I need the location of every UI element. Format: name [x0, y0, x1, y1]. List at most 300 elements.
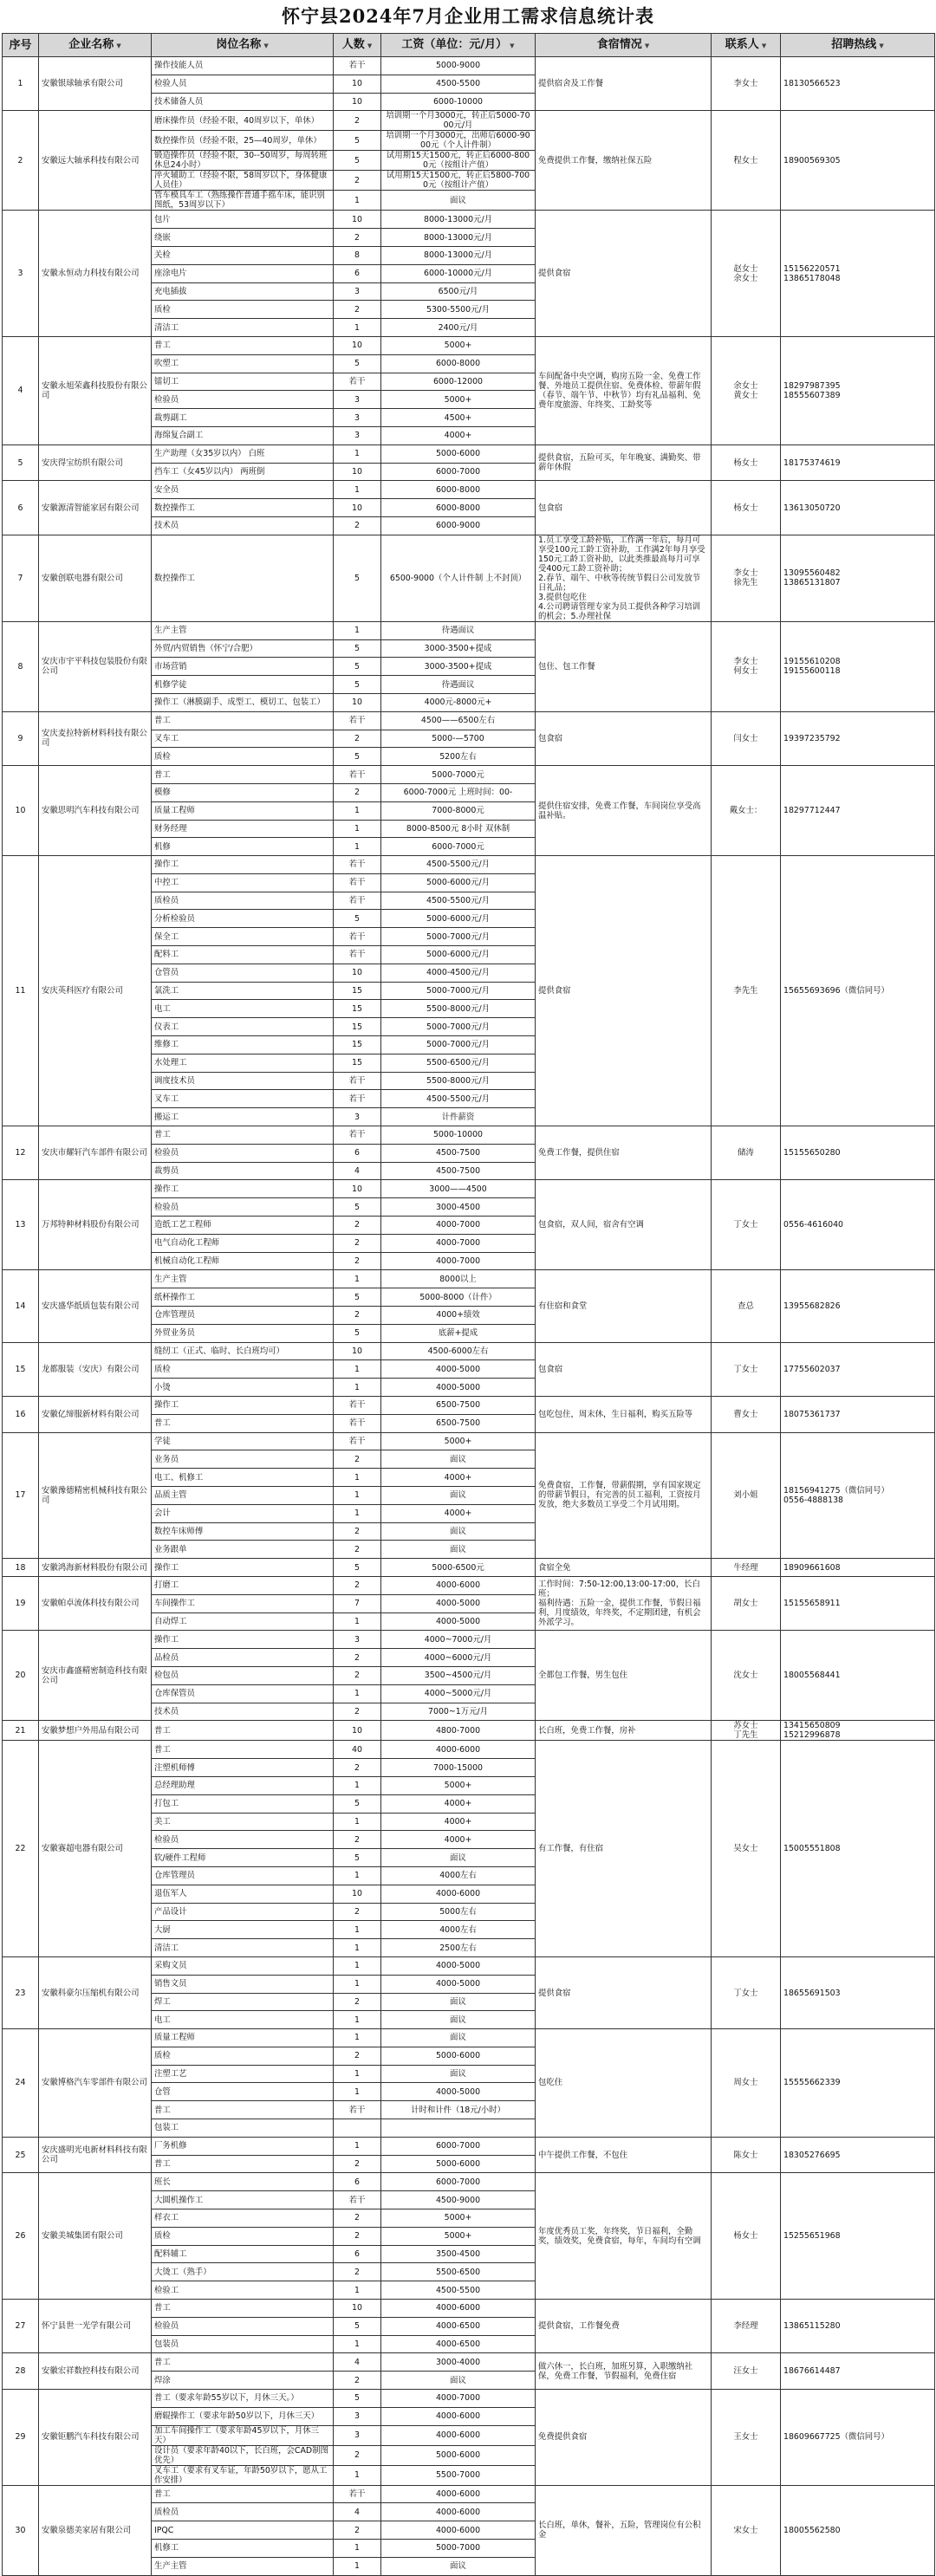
job-salary: 面议: [381, 1541, 536, 1559]
table-row: [3, 1397, 935, 1415]
job-post: 自动焊工: [152, 1612, 334, 1631]
job-salary: 面议: [381, 1486, 536, 1504]
job-salary: 4000左右: [381, 1866, 536, 1885]
job-count: 40: [334, 1741, 381, 1759]
table-row: [3, 1576, 935, 1594]
recruit-phone: 19155610208 19155600118: [781, 621, 935, 711]
job-count: 10: [334, 336, 381, 354]
contact-person: 曹女士: [712, 1397, 781, 1433]
filter-dropdown-icon[interactable]: ▼: [367, 42, 373, 49]
job-post: 普工: [152, 336, 334, 354]
recruitment-table: [2, 33, 935, 2576]
job-count: 15: [334, 1000, 381, 1018]
contact-person: 储涛: [712, 1126, 781, 1180]
job-salary: 5000+: [381, 2227, 536, 2245]
job-salary: 试用期15天1500元，转正后6000-8000元（按组计产值）: [381, 151, 536, 171]
job-count: 3: [334, 391, 381, 409]
job-post: 操作工: [152, 1631, 334, 1649]
job-salary: 4500-6000左右: [381, 1342, 536, 1360]
lodging-info: 长白班，单休，餐补，五险，管理岗位有公积金: [536, 2485, 712, 2575]
job-salary: 4000+: [381, 1469, 536, 1487]
job-salary: 面议: [381, 2557, 536, 2575]
job-count: 10: [334, 1342, 381, 1360]
company-no: 3: [3, 211, 39, 337]
table-row: [3, 1126, 935, 1145]
job-count: 2: [334, 1252, 381, 1270]
job-post: 产品设计: [152, 1903, 334, 1921]
job-post: 叉车工: [152, 730, 334, 748]
job-post: 检验员: [152, 391, 334, 409]
table-row: [3, 336, 935, 354]
job-count: 1: [334, 2083, 381, 2101]
job-post: 质量工程师: [152, 2029, 334, 2047]
job-salary: 5000-6000: [381, 2445, 536, 2465]
job-salary: 5000-7000元/月: [381, 982, 536, 1000]
job-count: 1: [334, 1939, 381, 1957]
job-post: 安全员: [152, 481, 334, 499]
job-post: 氯洗工: [152, 982, 334, 1000]
contact-person: 丁女士: [712, 1956, 781, 2028]
job-salary: 4000~5000元/月: [381, 1684, 536, 1703]
job-salary: 面议: [381, 1993, 536, 2011]
job-salary: 培训期一个月3000元，出师后6000-9000元（个人计件制）: [381, 131, 536, 151]
job-post: 质量工程师: [152, 801, 334, 820]
job-post: 焊工: [152, 1993, 334, 2011]
lodging-info: 免费工作餐，提供住宿: [536, 1126, 712, 1180]
job-salary: 4000+: [381, 1831, 536, 1849]
company-name: 安庆得宝纺织有限公司: [39, 444, 152, 481]
job-salary: 5000-7000元/月: [381, 928, 536, 946]
job-post: 检验工: [152, 2281, 334, 2300]
company-no: 5: [3, 444, 39, 481]
job-salary: 5000-6000元/月: [381, 873, 536, 892]
job-post: 操作工: [152, 856, 334, 874]
lodging-info: 免费提供工作餐，缴纳社保五险: [536, 111, 712, 211]
recruit-phone: 13415650809 15212996878: [781, 1721, 935, 1741]
recruit-phone: 18130566523: [781, 57, 935, 111]
contact-person: 丁女士: [712, 1180, 781, 1270]
company-name: 安徽宏祥数控科技有限公司: [39, 2353, 152, 2390]
job-salary: 底薪+提成: [381, 1324, 536, 1342]
filter-dropdown-icon[interactable]: ▼: [644, 42, 650, 49]
table-row: [3, 2485, 935, 2503]
lodging-info: 免费提供食宿: [536, 2390, 712, 2486]
job-count: 1: [334, 481, 381, 499]
company-name: 安徽梦想户外用品有限公司: [39, 1721, 152, 1741]
job-post: 业务员: [152, 1450, 334, 1469]
job-count: 3: [334, 1631, 381, 1649]
recruit-phone: 15005551808: [781, 1741, 935, 1957]
job-count: 2: [334, 301, 381, 319]
lodging-info: 包住、包工作餐: [536, 621, 712, 711]
job-salary: 面议: [381, 2372, 536, 2390]
job-count: 1: [334, 2137, 381, 2155]
header-no: 序号: [3, 34, 39, 57]
job-post: 技术员: [152, 516, 334, 535]
job-post: 检验员: [152, 1198, 334, 1217]
job-salary: 5000-6000: [381, 2155, 536, 2173]
job-post: 模修: [152, 783, 334, 801]
job-post: 样衣工: [152, 2209, 334, 2228]
job-salary: 4000-6000: [381, 2521, 536, 2540]
job-count: 1: [334, 2011, 381, 2029]
job-salary: 6500-7500: [381, 1414, 536, 1432]
filter-dropdown-icon[interactable]: ▼: [879, 42, 884, 49]
job-count: 3: [334, 282, 381, 301]
job-salary: 4000-6500: [381, 2317, 536, 2335]
filter-dropdown-icon[interactable]: ▼: [116, 42, 121, 49]
lodging-info: 工作时间：7:50-12:00,13:00-17:00，长白班； 福利待遇：五险一金，提供工作餐，节假日福利，月度绩效，年终奖，不定期团建，有机会外派学习。: [536, 1576, 712, 1630]
recruit-phone: 18297712447: [781, 766, 935, 856]
job-post: 普工: [152, 2155, 334, 2173]
job-post: 仓库管理员: [152, 1307, 334, 1325]
job-count: 1: [334, 1504, 381, 1522]
filter-dropdown-icon[interactable]: ▼: [263, 42, 269, 49]
job-salary: 4000-6000: [381, 2425, 536, 2445]
job-post: 电工: [152, 2011, 334, 2029]
job-count: 10: [334, 1721, 381, 1741]
job-count: 7: [334, 1594, 381, 1612]
job-post: 质检: [152, 2047, 334, 2065]
job-post: 包装工: [152, 2119, 334, 2138]
contact-person: 苏女士 丁先生: [712, 1721, 781, 1741]
job-post: 水处理工: [152, 1054, 334, 1072]
contact-person: 闫女士: [712, 711, 781, 765]
job-count: 6: [334, 264, 381, 282]
job-salary: 4500-9000: [381, 2191, 536, 2209]
contact-person: 杨女士: [712, 444, 781, 481]
recruit-phone: 15155658911: [781, 1576, 935, 1630]
job-salary: 3000-4000: [381, 2353, 536, 2372]
job-post: 市场营销: [152, 658, 334, 676]
job-salary: 6000-7000: [381, 2173, 536, 2191]
job-post: 软/硬件工程师: [152, 1849, 334, 1867]
job-count: 1: [334, 1612, 381, 1631]
job-count: 15: [334, 1036, 381, 1054]
job-count: 10: [334, 499, 381, 517]
job-count: 10: [334, 75, 381, 93]
job-post: 分析检验员: [152, 910, 334, 928]
job-count: 2: [334, 1522, 381, 1541]
job-count: 2: [334, 1307, 381, 1325]
job-salary: 4000-7000: [381, 1234, 536, 1252]
job-count: 1: [334, 2281, 381, 2300]
job-salary: 3000-3500+提成: [381, 639, 536, 658]
job-salary: 5000-6000元/月: [381, 910, 536, 928]
job-count: 1: [334, 1776, 381, 1794]
job-salary: 4500-5500元/月: [381, 1090, 536, 1108]
job-post: 仓库保管员: [152, 1684, 334, 1703]
job-post: 技术储备人员: [152, 93, 334, 111]
job-count: 1: [334, 1270, 381, 1288]
job-count: 2: [334, 783, 381, 801]
recruit-phone: 13955682826: [781, 1270, 935, 1342]
header-count: 人数 ▼: [334, 34, 381, 57]
company-no: 30: [3, 2485, 39, 2575]
contact-person: 戴女士：: [712, 766, 781, 856]
contact-person: 李经理: [712, 2300, 781, 2353]
job-count: 6: [334, 2173, 381, 2191]
company-name: 安徽鸿海新材料股份有限公司: [39, 1559, 152, 1577]
job-post: 中控工: [152, 873, 334, 892]
job-post: 普工: [152, 2300, 334, 2318]
table-row: [3, 621, 935, 639]
job-post: 裁剪副工: [152, 409, 334, 427]
lodging-info: 包食宿: [536, 1342, 712, 1396]
sheet-title: 怀宁县2024年7月企业用工需求信息统计表: [281, 5, 655, 27]
job-post: 维修工: [152, 1036, 334, 1054]
recruit-phone: 18297987395 18555607389: [781, 336, 935, 444]
job-post: 质检: [152, 2227, 334, 2245]
job-post: 技术员: [152, 1703, 334, 1721]
table-row: [3, 856, 935, 874]
job-count: 2: [334, 1450, 381, 1469]
job-salary: 4000-5000: [381, 1975, 536, 1993]
job-count: 若干: [334, 873, 381, 892]
job-post: 叉车工（要求有叉车证，年龄50岁以下，愿从工作安排）: [152, 2465, 334, 2485]
job-count: 8: [334, 246, 381, 264]
table-row: [3, 2353, 935, 2372]
company-no: 23: [3, 1956, 39, 2028]
job-salary: 8000以上: [381, 1270, 536, 1288]
job-count: 5: [334, 2390, 381, 2408]
lodging-info: 包食宿: [536, 711, 712, 765]
job-post: 车间操作工: [152, 1594, 334, 1612]
job-count: 若干: [334, 1397, 381, 1415]
job-salary: 8000-13000元/月: [381, 229, 536, 247]
table-row: [3, 1721, 935, 1741]
job-salary: 5000-7000: [381, 2540, 536, 2558]
table-row: [3, 2173, 935, 2191]
job-post: 质检: [152, 1360, 334, 1379]
company-no: 4: [3, 336, 39, 444]
job-post: 检验人员: [152, 75, 334, 93]
job-salary: 4000-6000: [381, 2503, 536, 2521]
job-salary: 6000-12000: [381, 373, 536, 391]
job-count: 若干: [334, 711, 381, 730]
company-name: 安庆麦拉特新材料科技有限公司: [39, 711, 152, 765]
company-no: 14: [3, 1270, 39, 1342]
job-count: 5: [334, 658, 381, 676]
recruit-phone: 13095560482 13865131807: [781, 535, 935, 621]
lodging-info: 有住宿和食堂: [536, 1270, 712, 1342]
job-count: 10: [334, 693, 381, 711]
job-post: 数控操作员（经验不限，25—40周岁，单休）: [152, 131, 334, 151]
recruit-phone: 15255651968: [781, 2173, 935, 2300]
company-name: 安徽银球轴承有限公司: [39, 57, 152, 111]
job-salary: 4500-7500: [381, 1144, 536, 1162]
company-name: 安徽帕卓流体科技有限公司: [39, 1576, 152, 1630]
contact-person: 周女士: [712, 2029, 781, 2138]
job-post: 大厨: [152, 1921, 334, 1939]
company-name: 安庆英科医疗有限公司: [39, 856, 152, 1126]
job-count: 1: [334, 2335, 381, 2353]
lodging-info: 提供食宿: [536, 856, 712, 1126]
job-post: 普工: [152, 766, 334, 784]
job-count: 2: [334, 2227, 381, 2245]
job-count: 2: [334, 1649, 381, 1667]
job-post: 管车模具车工（熟练操作普通手摇车床，能识别图纸，53周岁以下）: [152, 191, 334, 211]
job-salary: 4000-6000: [381, 2485, 536, 2503]
job-post: IPQC: [152, 2521, 334, 2540]
header-post: 岗位名称 ▼: [152, 34, 334, 57]
job-salary: 2400元/月: [381, 319, 536, 337]
job-count: 2: [334, 2445, 381, 2465]
job-count: 4: [334, 2353, 381, 2372]
job-salary: 6500-9000（个人计件制 上不封顶）: [381, 535, 536, 621]
recruit-phone: 15155650280: [781, 1126, 935, 1180]
job-count: 10: [334, 211, 381, 229]
job-count: 1: [334, 1975, 381, 1993]
contact-person: 余女士 黄女士: [712, 336, 781, 444]
job-count: 若干: [334, 1432, 381, 1450]
table-row: [3, 1631, 935, 1649]
contact-person: 杨女士: [712, 481, 781, 535]
job-post: 退伍军人: [152, 1885, 334, 1903]
recruit-phone: 19397235792: [781, 711, 935, 765]
job-count: 2: [334, 2263, 381, 2281]
job-count: 若干: [334, 2101, 381, 2119]
job-post: 清洁工: [152, 319, 334, 337]
job-salary: 4000-5000: [381, 1956, 536, 1975]
job-count: 2: [334, 1759, 381, 1777]
job-post: 磨床操作员（经验不限，40周岁以下，单休）: [152, 111, 334, 131]
company-name: 安徽思明汽车科技有限公司: [39, 766, 152, 856]
company-no: 15: [3, 1342, 39, 1396]
job-count: 2: [334, 171, 381, 191]
job-post: 销售文员: [152, 1975, 334, 1993]
lodging-info: 包食宿: [536, 481, 712, 535]
job-count: 5: [334, 131, 381, 151]
job-salary: 4800-7000: [381, 1721, 536, 1741]
job-post: 大烫工（熟手）: [152, 2263, 334, 2281]
job-count: 1: [334, 2465, 381, 2485]
job-post: 裁剪员: [152, 1162, 334, 1180]
table-row: [3, 481, 935, 499]
job-salary: 5000-7000元/月: [381, 1018, 536, 1036]
job-post: 生产主管: [152, 1270, 334, 1288]
lodging-info: 包吃住: [536, 2029, 712, 2138]
contact-person: 宋女士: [712, 2485, 781, 2575]
job-post: 仓管: [152, 2083, 334, 2101]
table-row: [3, 1741, 935, 1759]
job-count: 1: [334, 1956, 381, 1975]
company-no: 10: [3, 766, 39, 856]
job-count: 若干: [334, 1126, 381, 1145]
company-no: 29: [3, 2390, 39, 2486]
job-post: 操作工: [152, 1397, 334, 1415]
job-salary: 4500-5500元/月: [381, 856, 536, 874]
job-salary: 4000-5000: [381, 1612, 536, 1631]
lodging-info: 提供食宿: [536, 1956, 712, 2028]
lodging-info: 免费食宿，工作餐，带薪假期，享有国家规定的带薪节假日，有完善的员工福利，工资按月发放，绝大多数员工享受二个月试用期。: [536, 1432, 712, 1559]
job-count: 4: [334, 2503, 381, 2521]
company-name: 安庆市耀轩汽车部件有限公司: [39, 1126, 152, 1180]
job-count: 2: [334, 1576, 381, 1594]
job-count: 2: [334, 2372, 381, 2390]
job-post: 外贸业务员: [152, 1324, 334, 1342]
job-post: 质检员: [152, 2503, 334, 2521]
job-count: 5: [334, 151, 381, 171]
job-salary: 面议: [381, 2065, 536, 2083]
job-count: 2: [334, 1666, 381, 1684]
job-salary: 4000~6000元/月: [381, 1649, 536, 1667]
job-count: 5: [334, 1324, 381, 1342]
table-row: [3, 535, 935, 621]
filter-dropdown-icon[interactable]: ▼: [510, 42, 515, 49]
job-count: 10: [334, 964, 381, 982]
job-post: 挡车工（女45岁以内） 两班倒: [152, 463, 334, 481]
job-salary: 6000-7000: [381, 2137, 536, 2155]
job-count: 3: [334, 409, 381, 427]
contact-person: 李女士 何女士: [712, 621, 781, 711]
recruit-phone: 18156941275（微信同号） 0556-4888138: [781, 1432, 935, 1559]
job-post: 操作技能人员: [152, 57, 334, 75]
job-salary: 4000-6000: [381, 1741, 536, 1759]
job-post: 清洁工: [152, 1939, 334, 1957]
company-no: 8: [3, 621, 39, 711]
job-salary: 5500-7000: [381, 2465, 536, 2485]
job-post: 设计员（要求年龄40以下，长白班，会CAD制图优先）: [152, 2445, 334, 2465]
job-count: 1: [334, 1813, 381, 1831]
job-post: 打包工: [152, 1794, 334, 1813]
contact-person: 陈女士: [712, 2137, 781, 2173]
table-row: [3, 2300, 935, 2318]
job-count: 5: [334, 1849, 381, 1867]
contact-person: 吴女士: [712, 1741, 781, 1957]
job-count: 3: [334, 426, 381, 444]
contact-person: 李先生: [712, 856, 781, 1126]
company-name: 安徽永旭荣鑫科技股份有限公司: [39, 336, 152, 444]
job-count: 1: [334, 1486, 381, 1504]
job-salary: 6000-8000: [381, 354, 536, 373]
job-post: 仓库管理员: [152, 1866, 334, 1885]
filter-dropdown-icon[interactable]: ▼: [761, 42, 767, 49]
job-salary: 5300-5500元/月: [381, 301, 536, 319]
table-row: [3, 1270, 935, 1288]
job-post: 操作工: [152, 1559, 334, 1577]
job-count: 2: [334, 1993, 381, 2011]
company-no: 12: [3, 1126, 39, 1180]
job-count: 若干: [334, 57, 381, 75]
job-count: 1: [334, 1866, 381, 1885]
job-salary: 计件薪资: [381, 1108, 536, 1126]
job-post: 绕嵌: [152, 229, 334, 247]
company-name: 安徽泉德美家居有限公司: [39, 2485, 152, 2575]
job-post: 注塑机师傅: [152, 1759, 334, 1777]
job-salary: 6000-9000: [381, 516, 536, 535]
lodging-info: 做六休一，长白班，加班另算，入职缴纳社保，免费工作餐，节假福利，免费住宿: [536, 2353, 712, 2390]
company-no: 13: [3, 1180, 39, 1270]
job-count: 10: [334, 93, 381, 111]
job-salary: 4500-5500: [381, 75, 536, 93]
job-count: 5: [334, 1559, 381, 1577]
job-count: 若干: [334, 766, 381, 784]
job-count: 若干: [334, 856, 381, 874]
job-post: 电工: [152, 1000, 334, 1018]
job-salary: 4000+: [381, 1794, 536, 1813]
company-no: 16: [3, 1397, 39, 1433]
job-post: 电工、机修工: [152, 1469, 334, 1487]
job-salary: 4000-5000: [381, 2083, 536, 2101]
job-salary: 5000+: [381, 336, 536, 354]
job-salary: 5000-6000元/月: [381, 946, 536, 964]
job-post: 生产主管: [152, 2557, 334, 2575]
lodging-info: 年度优秀员工奖，年终奖，节日福利，全勤奖，绩效奖，免费食宿，每年，车间均有空调: [536, 2173, 712, 2300]
job-salary: 3500~4500元/月: [381, 1666, 536, 1684]
job-post: 关检: [152, 246, 334, 264]
company-name: 安徽钜鹏汽车科技有限公司: [39, 2390, 152, 2486]
